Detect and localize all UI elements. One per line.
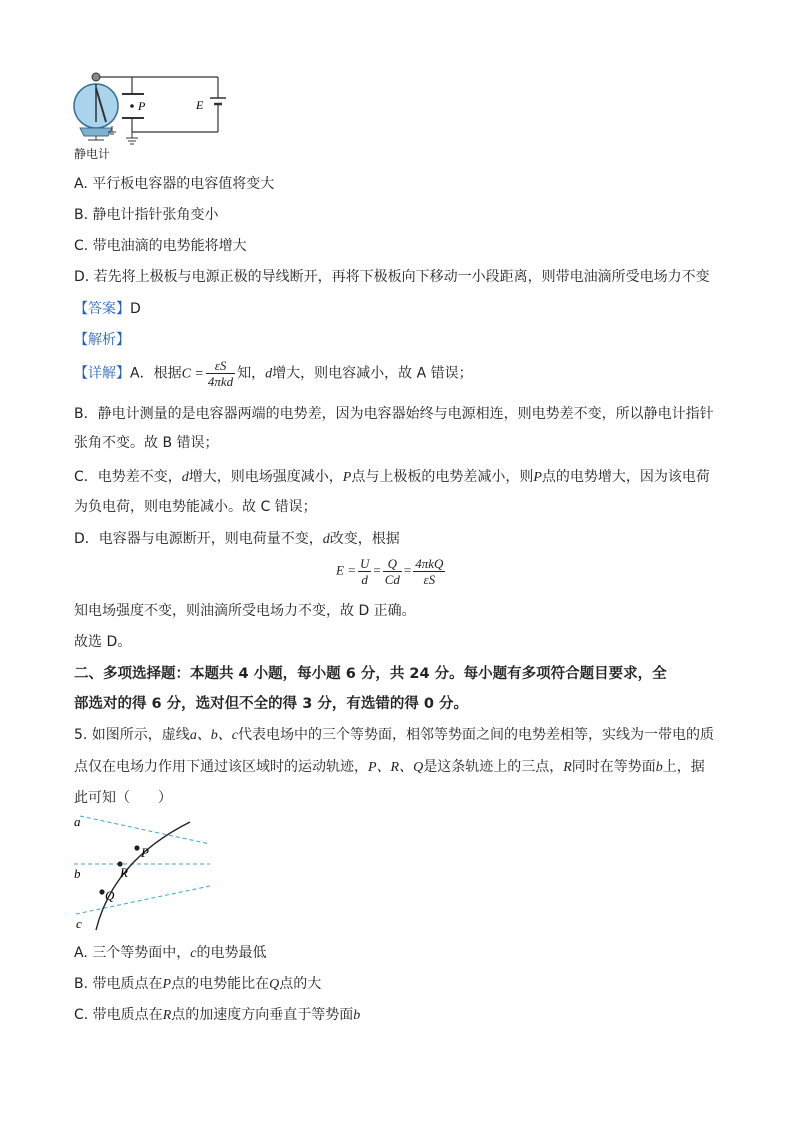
label-b: b (74, 866, 81, 881)
label-electrometer: 静电计 (74, 147, 111, 161)
label-E: E (196, 98, 204, 112)
q5-opt-a-text-2: 的电势最低 (196, 945, 267, 961)
label-P: P (138, 99, 146, 113)
eq-f3-num: 4πkQ (415, 556, 444, 571)
label-c: c (76, 916, 82, 931)
detail-c-text-a: C．电势差不变， (74, 469, 182, 485)
q4-detail-c-line2: 为负电荷，则电势能减小。故 C 错误； (74, 499, 317, 515)
q5-var-b: b (655, 760, 663, 775)
eq-f2-num: Q (383, 556, 402, 572)
var-d: d (265, 366, 273, 382)
eq-frac-1 (358, 556, 371, 587)
q5-opt-b-var-Q: Q (269, 977, 280, 992)
q5-stem-line1 (74, 724, 714, 744)
eq-e: E = (336, 562, 356, 578)
analysis-tag: 【解析】 (74, 332, 130, 348)
detail-tag: 【详解】 (74, 365, 130, 382)
q5-vars-prq: P、R、Q (368, 760, 424, 775)
eq-f1-num: U (359, 556, 370, 571)
electrometer-knob (92, 73, 100, 81)
q4-detail-a (74, 358, 473, 389)
oil-drop (130, 104, 134, 108)
formula-capacitance (206, 358, 235, 389)
q4-answer (74, 298, 141, 318)
q5-stem2-text-d: 上，据 (662, 759, 705, 775)
q5-stem-text-a: 5. 如图所示，虚线 (74, 727, 190, 743)
q5-var-R: R (563, 760, 572, 775)
q5-stem2-text-a: 点仅在电场力作用下通过该区域时的运动轨迹， (74, 759, 368, 775)
formula-c-den: 4πkd (207, 374, 234, 389)
q5-vars-abc: a、b、c (189, 728, 239, 743)
detail-a-text-2: 知， (237, 365, 266, 382)
q4-option-c: C. 带电油滴的电势能将增大 (74, 238, 247, 254)
var-P: P (533, 470, 542, 485)
capacitor-circuit-figure (60, 66, 230, 162)
q4-detail-d-line1 (74, 528, 400, 548)
point-Q (99, 889, 104, 894)
label-P: P (141, 845, 149, 860)
q4-option-a: A. 平行板电容器的电容值将变大 (74, 176, 275, 192)
trajectory-curve (96, 822, 190, 930)
q4-option-b: B. 静电计指针张角变小 (74, 207, 219, 223)
q5-opt-c-var-b: b (353, 1008, 361, 1023)
detail-c-text-c: 点与上极板的电势差减小，则 (351, 469, 534, 485)
detail-a-text-3: 增大，则电容减小，故 A 错误； (272, 365, 473, 382)
q5-opt-b-text-2: 点的电势能比在 (171, 976, 270, 992)
eq-frac-3 (413, 556, 445, 587)
equation-field-strength (336, 556, 447, 587)
q4-detail-c-line1 (74, 466, 710, 486)
q5-stem-text-b: 代表电场中的三个等势面，相邻等势面之间的电势差相等，实线为一带电的质 (238, 727, 715, 743)
q5-option-c (74, 1004, 360, 1024)
q5-stem2-text-b: 是这条轨迹上的三点， (423, 759, 564, 775)
q5-stem2-text-c: 同时在等势面 (571, 759, 656, 775)
detail-c-text-b: 增大，则电场强度减小， (188, 469, 343, 485)
q4-option-d: D. 若先将上极板与电源正极的导线断开，再将下极板向下移动一小段距离，则带电油滴所受电场力不变 (74, 269, 710, 285)
q5-opt-b-var-P: P (162, 977, 172, 992)
eq-f1-den: d (361, 572, 368, 587)
eq-f3-den: εS (423, 572, 436, 587)
q5-stem-line2 (74, 756, 705, 776)
q4-detail-b-line2: 张角不变。故 B 错误； (74, 435, 219, 451)
q5-opt-b-text-3: 点的大 (279, 976, 322, 992)
detail-c-text-d: 点的电势增大，因为该电荷 (541, 469, 710, 485)
q4-conclusion: 故选 D。 (74, 634, 132, 650)
eq-equals: = (373, 562, 381, 578)
q5-stem-line3: 此可知（ ） (74, 790, 172, 806)
q5-option-b (74, 973, 321, 993)
label-a: a (74, 814, 81, 829)
q4-detail-d-line2: 知电场强度不变，则油滴所受电场力不变，故 D 正确。 (74, 603, 416, 619)
eq-equals: = (403, 562, 412, 578)
q5-opt-c-text-2: 点的加速度方向垂直于等势面 (171, 1007, 354, 1023)
q4-detail-b-line1: B．静电计测量的是电容器两端的电势差，因为电容器始终与电源相连，则电势差不变，所以静电计指针 (74, 406, 714, 422)
q5-opt-c-text: C. 带电质点在 (74, 1007, 163, 1023)
formula-c-lhs: C = (181, 366, 204, 382)
section-2-heading-line1: 二、多项选择题：本题共 4 小题，每小题 6 分，共 24 分。每小题有多项符合题目要求，全 (74, 666, 667, 682)
detail-d-text-b: 改变，根据 (329, 531, 400, 547)
var-P: P (342, 470, 352, 485)
q5-opt-a-text: A. 三个等势面中， (74, 945, 191, 961)
point-P (134, 845, 139, 850)
answer-value: D (130, 301, 141, 317)
q5-opt-a-var: c (190, 946, 197, 961)
answer-tag: 【答案】 (74, 301, 130, 317)
equipotential-figure (70, 814, 220, 932)
label-Q: Q (105, 888, 115, 903)
var-d: d (181, 470, 189, 485)
eq-f2-den: Cd (384, 572, 400, 587)
label-R: R (120, 865, 128, 880)
detail-a-text: A．根据 (130, 365, 182, 382)
q5-opt-b-text: B. 带电质点在 (74, 976, 163, 992)
eq-frac-2 (383, 556, 402, 587)
var-d: d (322, 532, 330, 547)
q5-opt-c-var-R: R (162, 1008, 172, 1023)
q5-option-a (74, 942, 266, 962)
equipotential-a (80, 816, 210, 844)
section-2-heading-line2: 部选对的得 6 分，选对但不全的得 3 分，有选错的得 0 分。 (74, 696, 469, 712)
detail-d-text-a: D．电容器与电源断开，则电荷量不变， (74, 531, 323, 547)
equipotential-c (76, 886, 210, 914)
formula-c-num: εS (206, 358, 235, 374)
